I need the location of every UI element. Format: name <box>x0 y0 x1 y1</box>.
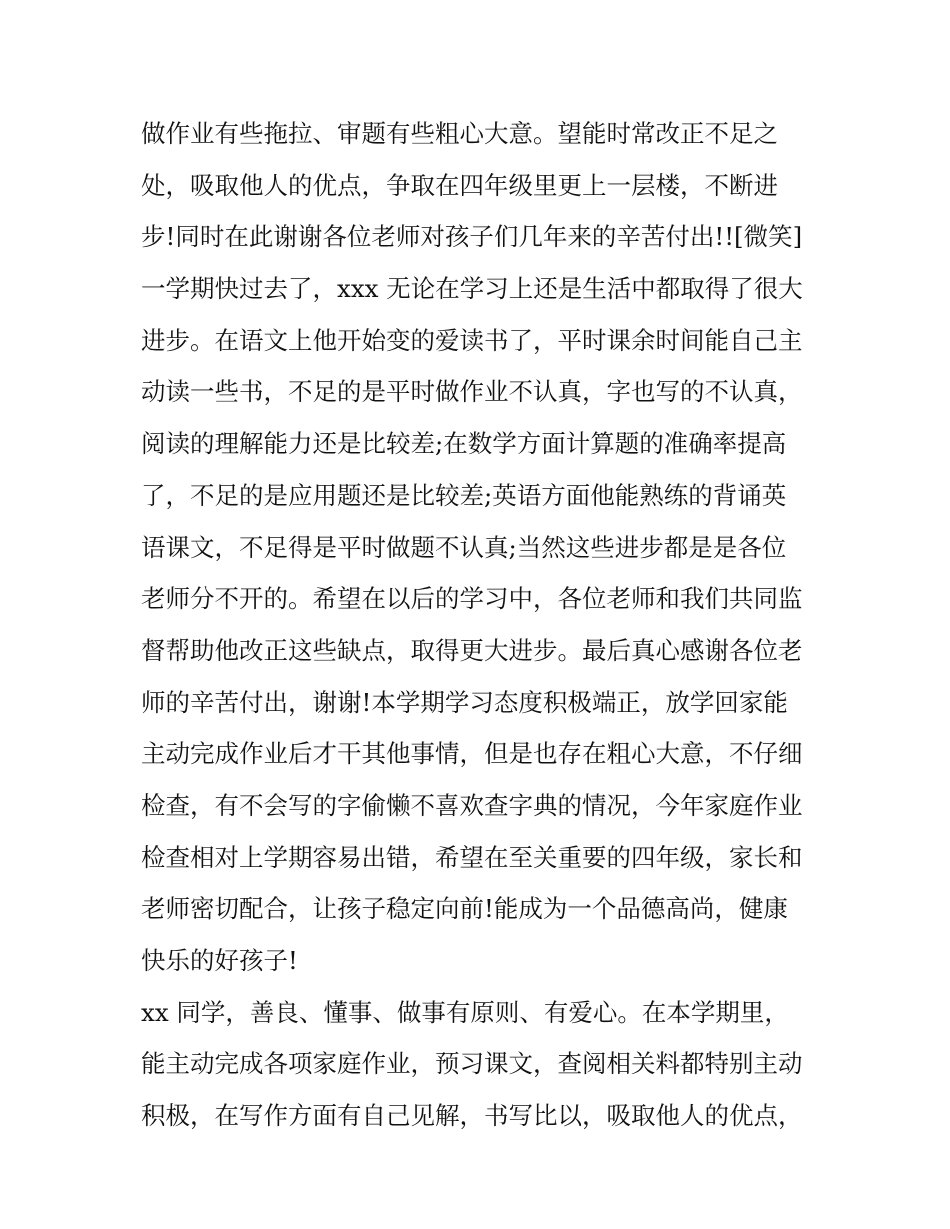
text-line: 处，吸取他人的优点，争取在四年级里更上一层楼，不断进 <box>141 170 778 200</box>
text-line: 督帮助他改正这些缺点，取得更大进步。最后真心感谢各位老 <box>141 635 803 665</box>
text-line: 能主动完成各项家庭作业，预习课文，查阅相关料都特别主动 <box>141 1049 803 1079</box>
text-line: 快乐的好孩子! <box>141 946 298 975</box>
text-line: 检查相对上学期容易出错，希望在至关重要的四年级，家长和 <box>141 842 803 872</box>
text-line: 积极，在写作方面有自己见解，书写比以，吸取他人的优点， <box>141 1101 803 1131</box>
text-line: 主动完成作业后才干其他事情，但是也存在粗心大意，不仔细 <box>141 739 803 769</box>
text-line: xx 同学，善良、懂事、做事有原则、有爱心。在本学期里， <box>141 997 789 1027</box>
text-line: 阅读的理解能力还是比较差;在数学方面计算题的准确率提高 <box>141 429 787 459</box>
text-line: 语课文，不足得是平时做题不认真;当然这些进步都是是各位 <box>141 532 787 562</box>
text-line: 做作业有些拖拉、审题有些粗心大意。望能时常改正不足之 <box>141 119 778 148</box>
text-line: 检查，有不会写的字偷懒不喜欢查字典的情况，今年家庭作业 <box>141 790 803 820</box>
document-body <box>141 108 841 1142</box>
text-line: 动读一些书，不足的是平时做作业不认真，字也写的不认真， <box>141 377 803 407</box>
text-line: 进步。在语文上他开始变的爱读书了，平时课余时间能自己主 <box>141 325 803 355</box>
text-line: 了，不足的是应用题还是比较差;英语方面他能熟练的背诵英 <box>141 480 787 510</box>
text-line: 老师分不开的。希望在以后的学习中，各位老师和我们共同监 <box>141 584 803 614</box>
text-line: 老师密切配合，让孩子稳定向前!能成为一个品德高尚，健康 <box>141 894 788 924</box>
text-line: 步!同时在此谢谢各位老师对孩子们几年来的辛苦付出!![微笑] <box>141 222 803 252</box>
text-line: 一学期快过去了，xxx 无论在学习上还是生活中都取得了很大 <box>141 274 803 304</box>
text-line: 师的辛苦付出，谢谢!本学期学习态度积极端正，放学回家能 <box>141 687 788 717</box>
